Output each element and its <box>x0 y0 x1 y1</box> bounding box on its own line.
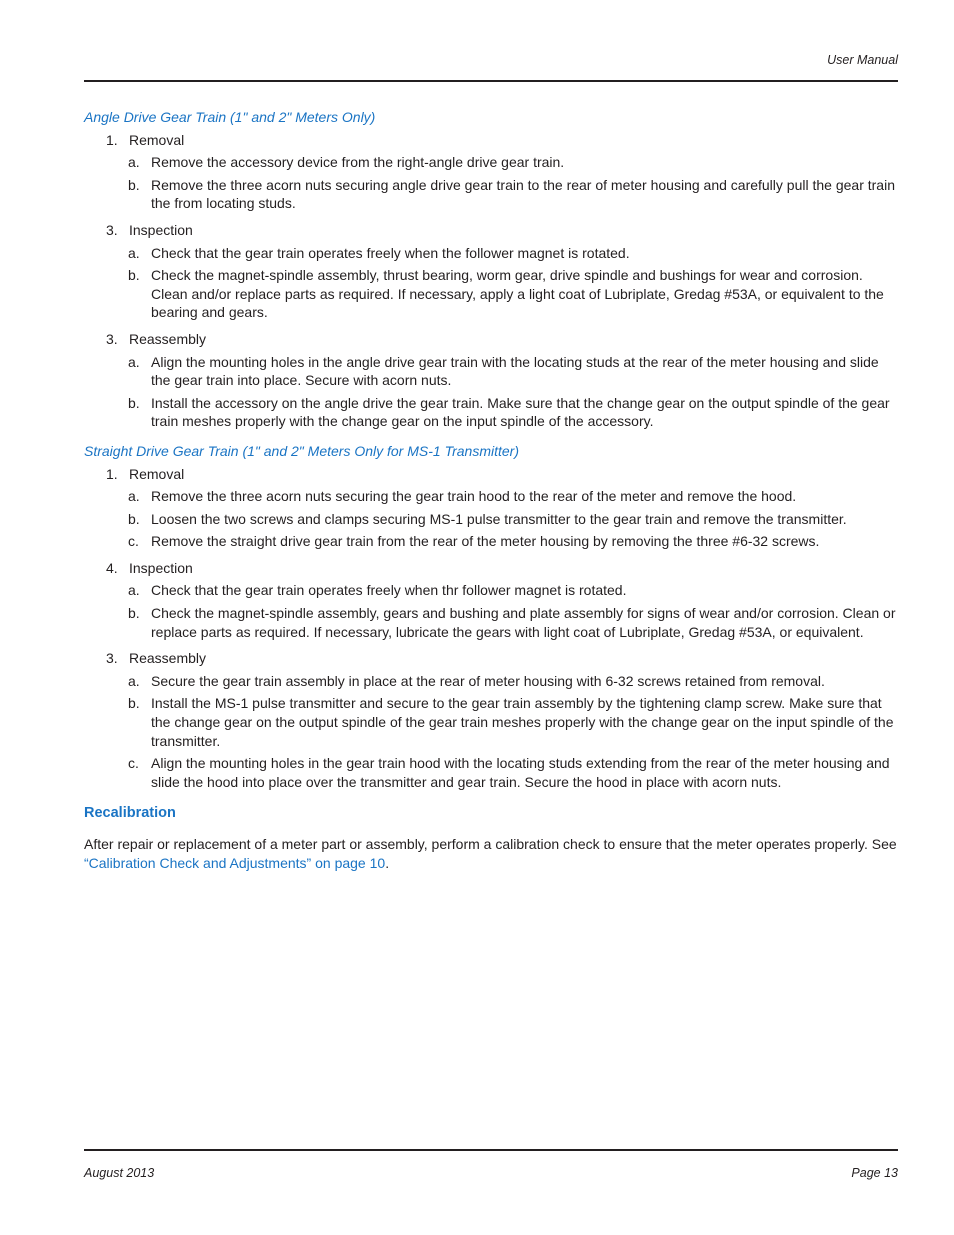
list-item-label: Removal <box>129 131 185 148</box>
recalibration-heading: Recalibration <box>84 805 176 822</box>
sub-step-text: Remove the accessory device from the right-angle drive gear train. <box>151 154 565 171</box>
sub-step-text: Remove the straight drive gear train from the rear of the meter housing by removing the three #6-32 screws. <box>151 533 820 550</box>
list-item-heading <box>106 221 898 240</box>
list-item-heading <box>106 330 898 349</box>
section-list-angle-drive <box>84 131 898 431</box>
list-item <box>84 330 898 431</box>
sub-step-text: Align the mounting holes in the angle drive gear train with the locating studs at the rear of the meter housing and slide the gear train into place. Secure with acorn nuts. <box>151 353 879 389</box>
list-item <box>84 221 898 322</box>
sub-step <box>128 694 898 750</box>
footer-rule <box>84 1149 898 1151</box>
sub-step <box>128 581 898 600</box>
list-item-number: 1. <box>106 131 118 148</box>
sub-step <box>128 244 898 263</box>
sub-step <box>128 487 898 506</box>
sub-step-text: Check that the gear train operates freely when thr follower magnet is rotated. <box>151 582 627 599</box>
sub-step <box>128 754 898 791</box>
sub-step-letter: b. <box>128 605 140 622</box>
list-item-label: Removal <box>129 465 185 482</box>
sub-step-letter: b. <box>128 176 140 193</box>
footer-page-number: Page 13 <box>851 1166 898 1180</box>
sub-step-letter: b. <box>128 267 140 284</box>
sub-step <box>128 176 898 213</box>
list-item-number: 3. <box>106 650 118 667</box>
list-item-heading <box>106 465 898 484</box>
list-item-heading <box>106 559 898 578</box>
list-item-number: 1. <box>106 465 118 482</box>
sub-step-text: Install the accessory on the angle drive the gear train. Make sure that the change gear on the output spindle of the gear train meshes properly with the change gear on the input spindle of the accessory. <box>151 394 890 430</box>
main-content <box>84 108 898 872</box>
sub-step-text: Secure the gear train assembly in place at the rear of meter housing with 6-32 screws retained from removal. <box>151 672 825 689</box>
sub-step-text: Align the mounting holes in the gear train hood with the locating studs extending from the rear of the meter housing and slide the hood into place over the transmitter and gear train. Secure the hood in place with acorn nuts. <box>151 755 890 790</box>
sub-step <box>128 394 898 431</box>
list-item-number: 3. <box>106 330 118 347</box>
sub-step-letter: b. <box>128 394 140 411</box>
sub-step-letter: a. <box>128 244 140 261</box>
list-item-label: Reassembly <box>129 650 207 667</box>
list-item-heading <box>106 649 898 668</box>
section-list-straight-drive <box>84 465 898 792</box>
list-item <box>84 649 898 791</box>
list-item-label: Inspection <box>129 559 193 576</box>
sub-step <box>128 353 898 390</box>
sub-step-text: Remove the three acorn nuts securing the gear train hood to the rear of the meter and remove the hood. <box>151 488 797 505</box>
recalibration-text: After repair or replacement of a meter part or assembly, perform a calibration check to ensure that the meter operates properly. See <box>84 836 897 852</box>
list-item-label: Inspection <box>129 221 193 238</box>
list-item <box>84 559 898 641</box>
section-title-angle-drive: Angle Drive Gear Train (1" and 2" Meters Only) <box>84 109 376 125</box>
sub-step-text: Check the magnet-spindle assembly, gears and bushing and plate assembly for signs of wear and/or corrosion. Clean or replace parts as required. If necessary, lubricate the gears with light coat of Lubriplate, Gredag #53A, or equivalent. <box>151 605 896 640</box>
sub-step <box>128 532 898 551</box>
sub-step-text: Remove the three acorn nuts securing angle drive gear train to the rear of meter housing and carefully pull the gear train the from locating studs. <box>151 176 895 212</box>
list-item-label: Reassembly <box>129 330 207 347</box>
sub-step-letter: a. <box>128 488 140 505</box>
list-item-number: 3. <box>106 221 118 238</box>
header-title: User Manual <box>827 53 898 67</box>
sub-step-letter: a. <box>128 353 140 370</box>
recalibration-text-end: . <box>385 854 390 871</box>
header-rule <box>84 80 898 82</box>
sub-step-letter: a. <box>128 154 140 171</box>
footer-date: August 2013 <box>84 1166 155 1180</box>
section-title-straight-drive: Straight Drive Gear Train (1" and 2" Meters Only for MS-1 Transmitter) <box>84 442 519 459</box>
recalibration-paragraph <box>84 835 898 872</box>
list-item <box>84 131 898 213</box>
sub-step-letter: a. <box>128 582 140 599</box>
list-item <box>84 465 898 551</box>
sub-step <box>128 672 898 691</box>
sub-step-letter: b. <box>128 695 140 712</box>
sub-step-letter: b. <box>128 510 140 527</box>
sub-step <box>128 510 898 529</box>
sub-step-letter: c. <box>128 755 139 772</box>
sub-step-text: Loosen the two screws and clamps securing MS-1 pulse transmitter to the gear train and remove the transmitter. <box>151 510 847 527</box>
calibration-link[interactable]: “Calibration Check and Adjustments” on page 10 <box>84 854 386 871</box>
sub-step <box>128 266 898 322</box>
sub-step-text: Check that the gear train operates freely when the follower magnet is rotated. <box>151 244 630 261</box>
sub-step-text: Install the MS-1 pulse transmitter and secure to the gear train assembly by the tightening clamp screw. Make sure that the change gear on the output spindle of the gear train meshes properly with the change gear on the input spindle of the transmitter. <box>151 695 894 749</box>
list-item-number: 4. <box>106 559 118 576</box>
sub-step <box>128 604 898 641</box>
sub-step-letter: c. <box>128 533 139 550</box>
list-item-heading <box>106 131 898 150</box>
sub-step-text: Check the magnet-spindle assembly, thrust bearing, worm gear, drive spindle and bushings for wear and corrosion. Clean and/or replace parts as required. If necessary, apply a light coat of Lubriplate, Gredag #53A, or equivalent to the bearing and gears. <box>151 267 884 321</box>
sub-step <box>128 153 898 172</box>
sub-step-letter: a. <box>128 672 140 689</box>
